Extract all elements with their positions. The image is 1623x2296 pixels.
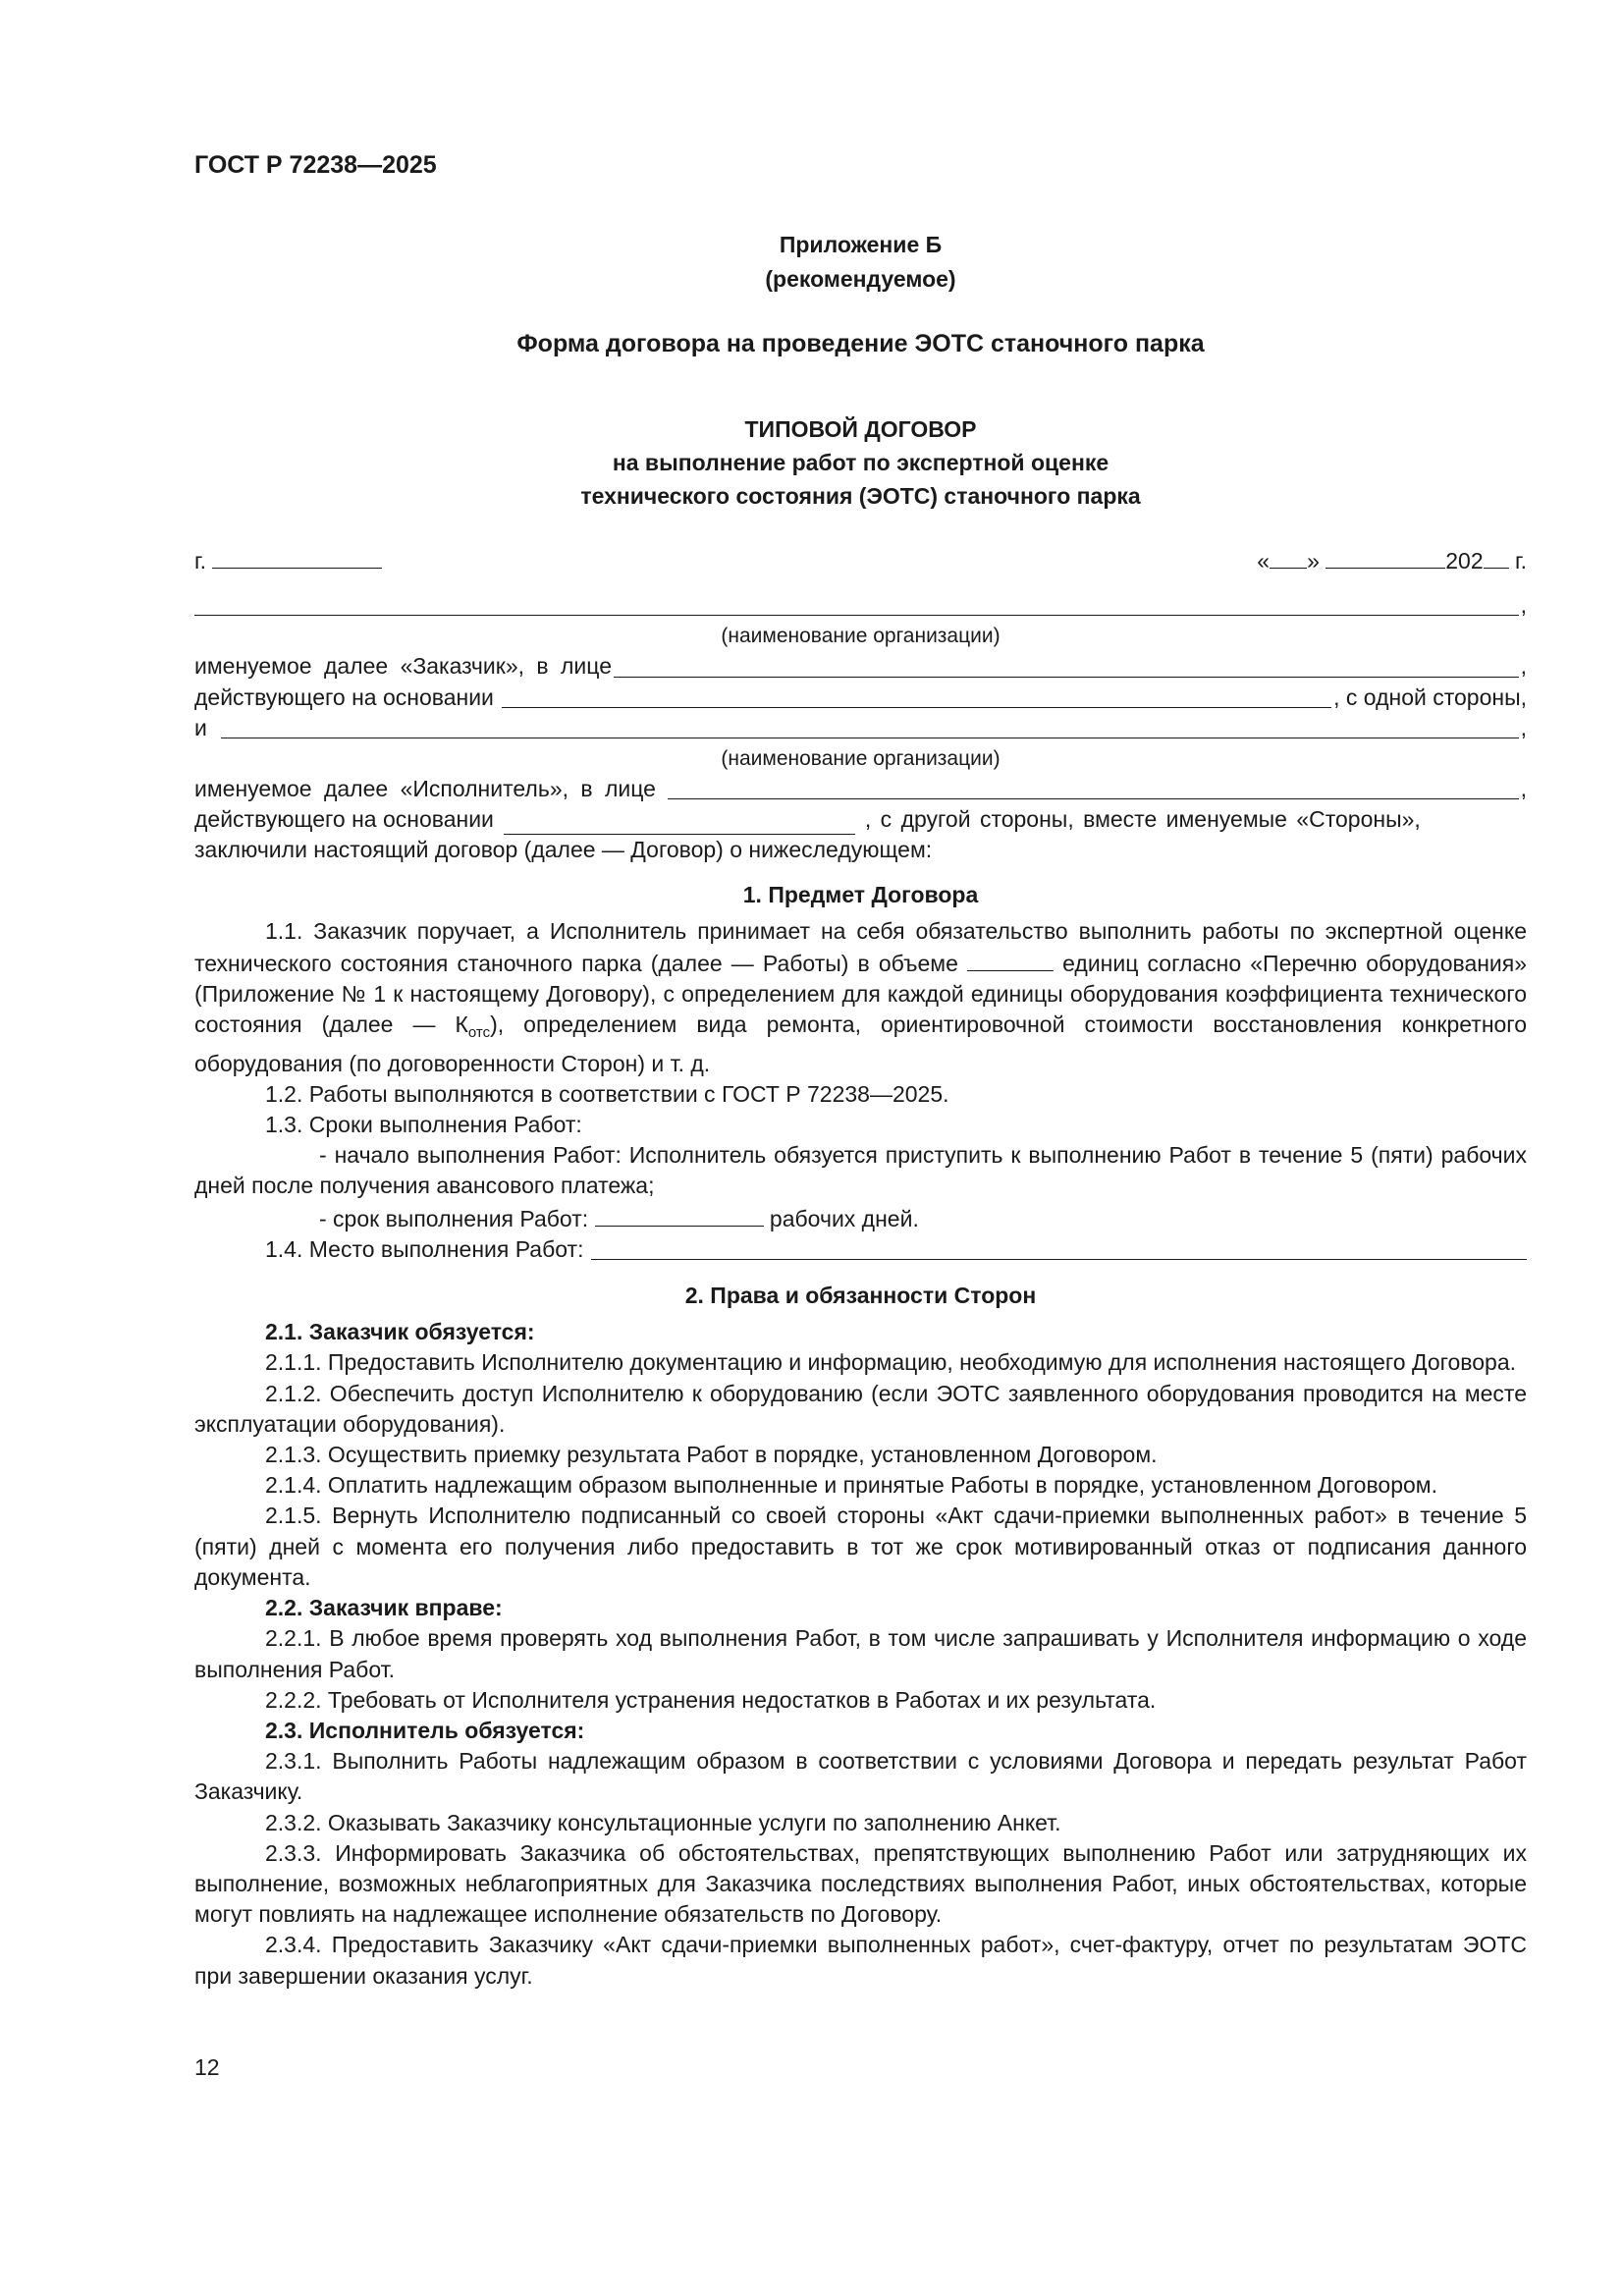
section-2-title: 2. Права и обязанности Сторон <box>684 1283 1037 1309</box>
term-blank <box>595 1202 764 1227</box>
paragraph-1-3: 1.3. Сроки выполнения Работ: <box>265 1112 582 1138</box>
contractor-org-blank <box>221 714 1519 738</box>
customer-rep-blank <box>614 653 1519 678</box>
contractor-basis-blank <box>504 810 855 835</box>
heading-2-2: 2.2. Заказчик вправе: <box>265 1595 503 1621</box>
contractor-named-line: именуемое далее «Исполнитель», в лице , <box>194 776 1527 802</box>
paragraph-2-2-1: 2.2.1. В любое время проверять ход выполнения Работ, в том числе запрашивать у Исполнителя информацию о ходе выполнения Работ. <box>194 1625 1527 1682</box>
appendix-title: Приложение Б <box>779 232 943 257</box>
parties-block <box>194 544 1527 1992</box>
standard-code: ГОСТ Р 72238—2025 <box>194 151 437 179</box>
contract-subtitle-1: на выполнение работ по экспертной оценке <box>612 450 1109 475</box>
year-blank <box>1484 544 1509 569</box>
concluded-line: заключили настоящий договор (далее — Договор) о нижеследующем: <box>194 837 933 863</box>
customer-basis-line: действующего на основании , с одной стороны, <box>194 683 1527 710</box>
volume-blank <box>967 947 1054 971</box>
section-1-title: 1. Предмет Договора <box>742 881 979 907</box>
paragraph-2-1-5: 2.1.5. Вернуть Исполнителю подписанный со своей стороны «Акт сдачи-приемки выполненных работ» в течение 5 (пяти) дней с момента его получения либо предоставить в тот же срок мотивированный отказ от подписания данного документа. <box>194 1503 1527 1590</box>
paragraph-2-1-2: 2.1.2. Обеспечить доступ Исполнителю к оборудованию (если ЭОТС заявленного оборудования проводится на месте эксплуатации оборудования). <box>194 1380 1527 1437</box>
contractor-org-caption: (наименование организации) <box>721 747 1001 771</box>
page-number: 12 <box>194 2054 220 2080</box>
contractor-rep-blank <box>668 775 1519 799</box>
paragraph-2-1-1: 2.1.1. Предоставить Исполнителю документацию и информацию, необходимую для исполнения настоящего Договора. <box>265 1349 1517 1376</box>
appendix-heading <box>194 228 1527 297</box>
city-date-line <box>194 544 1527 576</box>
month-blank <box>1325 544 1445 569</box>
paragraph-1-4: 1.4. Место выполнения Работ: <box>194 1234 1527 1265</box>
contract-title: ТИПОВОЙ ДОГОВОР <box>744 416 977 442</box>
paragraph-1-2: 1.2. Работы выполняются в соответствии с ГОСТ Р 72238—2025. <box>265 1080 949 1107</box>
place-blank <box>591 1235 1527 1260</box>
heading-2-3: 2.3. Исполнитель обязуется: <box>265 1717 585 1743</box>
document-page <box>194 147 1527 1992</box>
customer-named-line: именуемое далее «Заказчик», в лице , <box>194 653 1527 680</box>
paragraph-1-1: 1.1. Заказчик поручает, а Исполнитель принимает на себя обязательство выполнить работы по экспертной оценке технического состояния станочного парка (далее — Работы) в объеме единиц согласно «Перечню оборудования» (Приложение № 1 к настоящему Договору), с определением для каждой единицы оборудования коэффициента технического состояния (далее — $К_{отс}$), определением вида ремонта, ориентировочной стоимости восстановления конкретного оборудования (по договоренности Сторон) и т. д. <box>194 917 1528 1076</box>
paragraph-1-3-start: - начало выполнения Работ: Исполнитель обязуется приступить к выполнению Работ в течение 5 (пяти) рабочих дней после получения авансового платежа; <box>194 1142 1527 1199</box>
paragraph-2-3-1: 2.3.1. Выполнить Работы надлежащим образом в соответствии с условиями Договора и передать результат Работ Заказчику. <box>194 1748 1527 1805</box>
paragraph-2-1-4: 2.1.4. Оплатить надлежащим образом выполненные и принятые Работы в порядке, установленном Договором. <box>265 1472 1438 1499</box>
customer-org-blank <box>194 591 1519 616</box>
paragraph-2-3-4: 2.3.4. Предоставить Заказчику «Акт сдачи-приемки выполненных работ», счет-фактуру, отчет по результатам ЭОТС при завершении оказания услуг. <box>194 1932 1527 1989</box>
customer-basis-blank <box>502 683 1331 708</box>
date-field: « » 202 г. <box>1257 544 1527 576</box>
day-blank <box>1270 544 1307 569</box>
appendix-kind: (рекомендуемое) <box>765 266 956 292</box>
contractor-basis-line: действующего на основании , с другой стороны, вместе именуемые «Стороны», <box>194 804 1527 835</box>
paragraph-2-3-2: 2.3.2. Оказывать Заказчику консультационные услуги по заполнению Анкет. <box>265 1809 1061 1835</box>
city-field: г. <box>194 544 382 576</box>
contract-title-block <box>194 412 1527 513</box>
paragraph-1-3-term: - срок выполнения Работ: рабочих дней. <box>194 1202 1527 1234</box>
paragraph-2-3-3: 2.3.3. Информировать Заказчика об обстоятельствах, препятствующих выполнению Работ или затрудняющих их выполнение, возможных неблагоприятных для Заказчика последствиях выполнения Работ, иных обстоятельствах, которые могут повлиять на надлежащее исполнение обязательств по Договору. <box>194 1839 1527 1928</box>
paragraph-2-1-3: 2.1.3. Осуществить приемку результата Работ в порядке, установленном Договором. <box>265 1442 1158 1468</box>
heading-2-1: 2.1. Заказчик обязуется: <box>265 1319 535 1345</box>
paragraph-2-2-2: 2.2.2. Требовать от Исполнителя устранения недостатков в Работах и их результата. <box>265 1686 1157 1713</box>
city-blank <box>212 544 382 569</box>
contractor-org-line: и , <box>194 714 1527 740</box>
customer-org-line: , <box>194 590 1527 621</box>
contract-subtitle-2: технического состояния (ЭОТС) станочного парка <box>580 483 1141 509</box>
form-title: Форма договора на проведение ЭОТС станочного парка <box>516 330 1205 357</box>
k-ots-subscript: отс <box>467 1024 491 1042</box>
customer-org-caption: (наименование организации) <box>721 625 1001 648</box>
